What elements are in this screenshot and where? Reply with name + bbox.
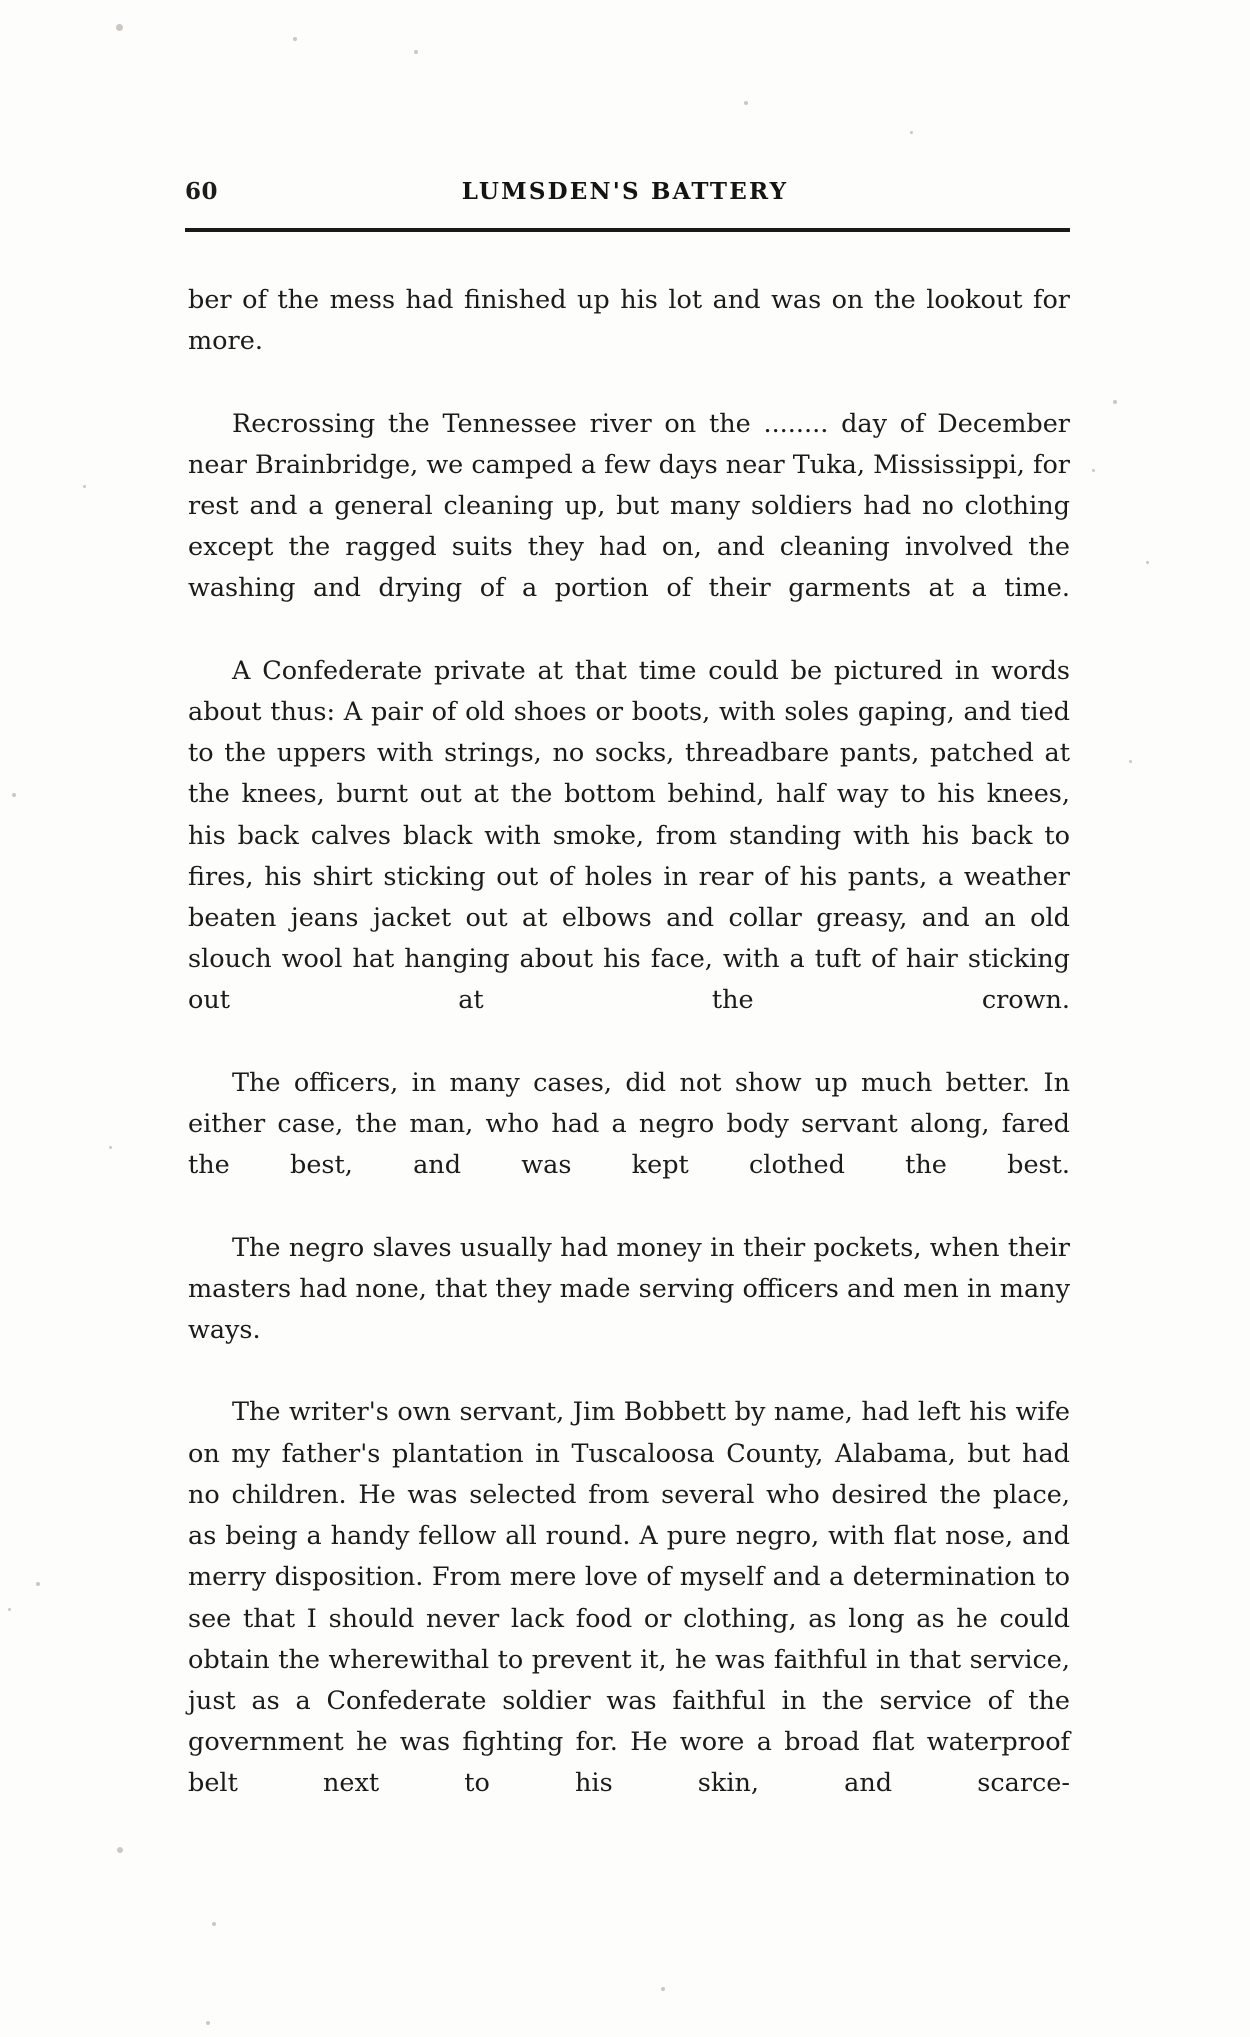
scan-speck (83, 485, 86, 488)
scan-speck (206, 2021, 210, 2025)
scan-speck (212, 1922, 216, 1926)
body-paragraph: ber of the mess had finished up his lot and was on the lookout for more. (188, 285, 1070, 357)
scan-speck (1113, 400, 1117, 404)
scan-speck (910, 131, 913, 134)
page-body (188, 280, 1070, 1846)
running-head: LUMSDEN'S BATTERY (461, 178, 789, 205)
scan-speck (1146, 561, 1149, 564)
body-paragraph: A Confederate private at that time could be pictured in words about thus: A pair of old shoes or boots, with soles gaping, and tied to the uppers with strings, no socks, threadbare pants, patched at the knees, burnt out at the bottom behind, half way to his knees, his back calves black with smoke, from standing with his back to fires, his shirt sticking out of holes in rear of his pants, a weather beaten jeans jacket out at elbows and collar greasy, and an old slouch wool hat hanging about his face, with a tuft of hair sticking out at the crown. (188, 655, 1070, 1016)
header-rule (185, 228, 1070, 232)
body-paragraph: The writer's own servant, Jim Bobbett by name, had left his wife on my father's plantation in Tuscaloosa County, Alabama, but had no children. He was selected from several who desired the place, as being a handy fellow all round. A pure negro, with flat nose, and merry disposition. From mere love of myself and a determination to see that I should never lack food or clothing, as long as he could obtain the wherewithal to prevent it, he was faithful in that service, just as a Confederate soldier was faithful in the service of the government he was fighting for. He wore a broad flat waterproof belt next to his skin, and scarce- (188, 1397, 1070, 1799)
page-number: 60 (185, 178, 219, 205)
body-paragraph: Recrossing the Tennessee river on the ........ day of December near Brainbridge, we camped a few days near Tuka, Mississippi, for rest and a general cleaning up, but many soldiers had no clothing except the ragged suits they had on, and cleaning involved the washing and drying of a portion of their garments at a time. (188, 408, 1070, 604)
body-paragraph: The officers, in many cases, did not show up much better. In either case, the man, who had a negro body servant along, fared the best, and was kept clothed the best. (188, 1067, 1070, 1181)
scan-speck (744, 101, 748, 105)
scan-speck (109, 1146, 112, 1149)
scan-speck (36, 1582, 40, 1586)
body-paragraph: The negro slaves usually had money in their pockets, when their masters had none, that they made serving officers and men in many ways. (188, 1232, 1070, 1346)
scan-speck (8, 1608, 11, 1611)
scan-speck (12, 793, 16, 797)
scan-speck (293, 37, 297, 41)
page-header (185, 178, 1065, 212)
scan-speck (661, 1987, 665, 1991)
scan-speck (1129, 760, 1132, 763)
scan-speck (1092, 469, 1095, 472)
scan-speck (116, 24, 123, 31)
scan-speck (117, 1847, 123, 1853)
scan-speck (414, 50, 418, 54)
